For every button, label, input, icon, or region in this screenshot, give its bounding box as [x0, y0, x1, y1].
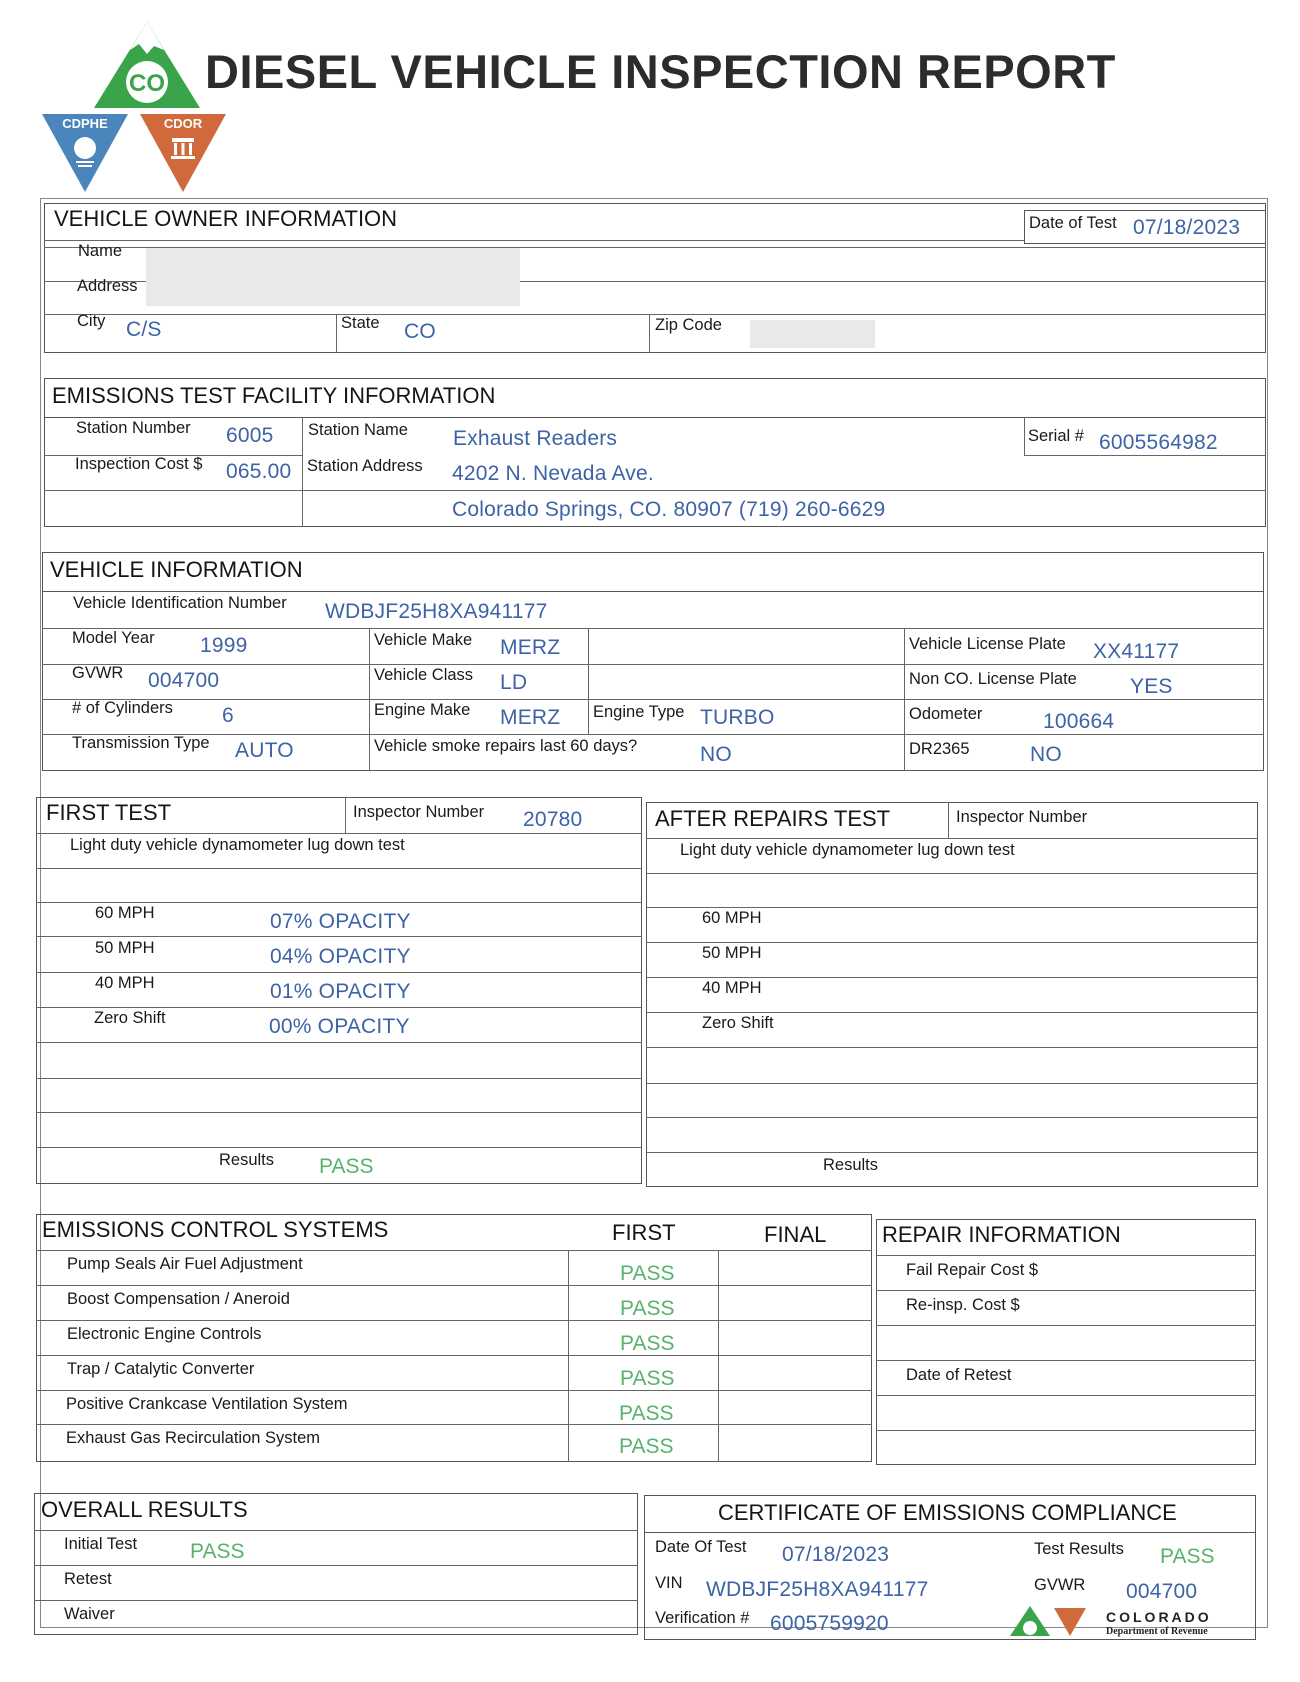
date-of-test-label: Date of Test: [1029, 214, 1117, 232]
reinsp-cost-label: Re-insp. Cost $: [906, 1296, 1020, 1314]
emissions-row-1-label: Pump Seals Air Fuel Adjustment: [67, 1255, 303, 1273]
emissions-row-2-first: PASS: [620, 1297, 675, 1320]
page-title: DIESEL VEHICLE INSPECTION REPORT: [205, 45, 1116, 98]
fail-repair-cost-label: Fail Repair Cost $: [906, 1261, 1039, 1279]
station-number-label: Station Number: [76, 419, 191, 437]
after-row-zero-label: Zero Shift: [702, 1014, 774, 1032]
transmission-value: AUTO: [235, 739, 294, 762]
after-results-label: Results: [823, 1156, 879, 1174]
station-name-label: Station Name: [308, 421, 408, 439]
cert-date-value: 07/18/2023: [782, 1543, 890, 1566]
smoke-repairs-label: Vehicle smoke repairs last 60 days?: [374, 737, 638, 755]
vehicle-heading: VEHICLE INFORMATION: [50, 557, 303, 582]
vehicle-class-value: LD: [500, 671, 528, 694]
first-row-zero-value: 00% OPACITY: [269, 1015, 410, 1038]
svg-text:CDOR: CDOR: [163, 116, 203, 131]
station-address-line2: Colorado Springs, CO. 80907 (719) 260-6629: [452, 498, 886, 521]
first-row-50-value: 04% OPACITY: [270, 945, 411, 968]
cert-verification-label: Verification #: [655, 1609, 750, 1627]
facility-heading: EMISSIONS TEST FACILITY INFORMATION: [52, 383, 496, 408]
cert-gvwr-label: GVWR: [1034, 1576, 1086, 1594]
state-value: CO: [404, 320, 436, 343]
name-address-redaction: [146, 248, 520, 306]
waiver-label: Waiver: [64, 1605, 115, 1623]
gvwr-value: 004700: [148, 669, 220, 692]
odometer-label: Odometer: [909, 705, 983, 723]
svg-text:CDPHE: CDPHE: [62, 116, 108, 131]
emissions-row-1-first: PASS: [620, 1262, 675, 1285]
station-address-label: Station Address: [307, 457, 423, 475]
emissions-final-header: FINAL: [764, 1222, 827, 1247]
station-name-value: Exhaust Readers: [453, 427, 618, 450]
address-label: Address: [77, 277, 138, 295]
emissions-row-3-first: PASS: [620, 1332, 675, 1355]
first-row-50-label: 50 MPH: [95, 939, 155, 957]
first-inspector-label: Inspector Number: [353, 803, 485, 821]
vehicle-section: [42, 591, 1264, 771]
cylinders-value: 6: [222, 704, 234, 727]
after-repairs-heading: AFTER REPAIRS TEST: [655, 806, 891, 831]
zip-redaction: [750, 320, 875, 348]
license-plate-value: XX41177: [1093, 640, 1180, 663]
cert-gvwr-value: 004700: [1126, 1580, 1198, 1603]
cylinders-label: # of Cylinders: [72, 699, 173, 717]
engine-make-value: MERZ: [500, 706, 561, 729]
colorado-wordmark: COLORADO: [1106, 1609, 1212, 1625]
after-test-description: Light duty vehicle dynamometer lug down test: [680, 841, 1015, 859]
emissions-row-3-label: Electronic Engine Controls: [67, 1325, 262, 1343]
initial-test-label: Initial Test: [64, 1535, 138, 1553]
license-plate-label: Vehicle License Plate: [909, 635, 1066, 653]
emissions-row-4-first: PASS: [620, 1367, 675, 1390]
city-label: City: [77, 312, 106, 330]
emissions-row-6-first: PASS: [619, 1435, 674, 1458]
cdphe-logo: [40, 112, 130, 194]
vehicle-make-value: MERZ: [500, 636, 561, 659]
first-row-60-value: 07% OPACITY: [270, 910, 411, 933]
first-row-40-value: 01% OPACITY: [270, 980, 411, 1003]
state-label: State: [341, 314, 380, 332]
first-test-description: Light duty vehicle dynamometer lug down test: [70, 836, 405, 854]
emissions-row-4-label: Trap / Catalytic Converter: [67, 1360, 255, 1378]
model-year-label: Model Year: [72, 629, 155, 647]
retest-label: Retest: [64, 1570, 112, 1588]
after-inspector-label: Inspector Number: [956, 808, 1088, 826]
city-value: C/S: [126, 318, 162, 341]
inspection-cost-value: 065.00: [226, 460, 292, 483]
after-row-40-label: 40 MPH: [702, 979, 762, 997]
serial-label: Serial #: [1028, 427, 1084, 445]
non-co-plate-label: Non CO. License Plate: [909, 670, 1077, 688]
zip-label: Zip Code: [655, 316, 722, 334]
vin-label: Vehicle Identification Number: [73, 594, 287, 612]
odometer-value: 100664: [1043, 710, 1115, 733]
emissions-row-2-label: Boost Compensation / Aneroid: [67, 1290, 290, 1308]
certificate-heading: CERTIFICATE OF EMISSIONS COMPLIANCE: [718, 1500, 1177, 1525]
svg-text:CO: CO: [129, 70, 165, 97]
first-test-heading: FIRST TEST: [46, 800, 172, 825]
co-logo: [92, 20, 202, 110]
cert-vin-value: WDBJF25H8XA941177: [706, 1578, 929, 1601]
after-row-50-label: 50 MPH: [702, 944, 762, 962]
cdor-logo: [138, 112, 228, 194]
inspection-cost-label: Inspection Cost $: [75, 455, 203, 473]
first-inspector-value: 20780: [523, 808, 583, 831]
overall-heading: OVERALL RESULTS: [41, 1497, 248, 1522]
dr2365-label: DR2365: [909, 740, 970, 758]
emissions-row-6-label: Exhaust Gas Recirculation System: [66, 1429, 321, 1447]
vin-value: WDBJF25H8XA941177: [325, 600, 548, 623]
colorado-seal-logo: [1008, 1604, 1104, 1638]
emissions-first-header: FIRST: [612, 1220, 676, 1245]
cert-vin-label: VIN: [655, 1574, 683, 1592]
first-row-zero-label: Zero Shift: [94, 1009, 166, 1027]
engine-make-label: Engine Make: [374, 701, 471, 719]
station-number-value: 6005: [226, 424, 274, 447]
date-of-test-value: 07/18/2023: [1133, 216, 1241, 239]
first-row-60-label: 60 MPH: [95, 904, 155, 922]
name-label: Name: [78, 242, 123, 260]
first-results-label: Results: [219, 1151, 275, 1169]
transmission-label: Transmission Type: [72, 734, 210, 752]
engine-type-label: Engine Type: [593, 703, 685, 721]
cert-results-label: Test Results: [1034, 1540, 1124, 1558]
smoke-repairs-value: NO: [700, 743, 732, 766]
serial-value: 6005564982: [1099, 431, 1218, 454]
cert-verification-value: 6005759920: [770, 1612, 889, 1635]
vehicle-class-label: Vehicle Class: [374, 666, 474, 684]
repair-heading: REPAIR INFORMATION: [882, 1222, 1121, 1247]
first-row-40-label: 40 MPH: [95, 974, 155, 992]
cert-results-value: PASS: [1160, 1545, 1215, 1568]
emissions-heading: EMISSIONS CONTROL SYSTEMS: [42, 1217, 389, 1242]
vehicle-make-label: Vehicle Make: [374, 631, 473, 649]
initial-test-value: PASS: [190, 1540, 245, 1563]
first-results-value: PASS: [319, 1155, 374, 1178]
after-row-60-label: 60 MPH: [702, 909, 762, 927]
owner-heading: VEHICLE OWNER INFORMATION: [54, 206, 398, 231]
model-year-value: 1999: [200, 634, 248, 657]
emissions-row-5-first: PASS: [619, 1402, 674, 1425]
non-co-plate-value: YES: [1130, 675, 1173, 698]
emissions-row-5-label: Positive Crankcase Ventilation System: [66, 1395, 348, 1413]
station-address-line1: 4202 N. Nevada Ave.: [452, 462, 654, 485]
department-of-revenue: Department of Revenue: [1106, 1626, 1208, 1637]
cert-date-label: Date Of Test: [655, 1538, 747, 1556]
date-of-retest-label: Date of Retest: [906, 1366, 1012, 1384]
engine-type-value: TURBO: [700, 706, 775, 729]
gvwr-label: GVWR: [72, 664, 124, 682]
dr2365-value: NO: [1030, 743, 1062, 766]
